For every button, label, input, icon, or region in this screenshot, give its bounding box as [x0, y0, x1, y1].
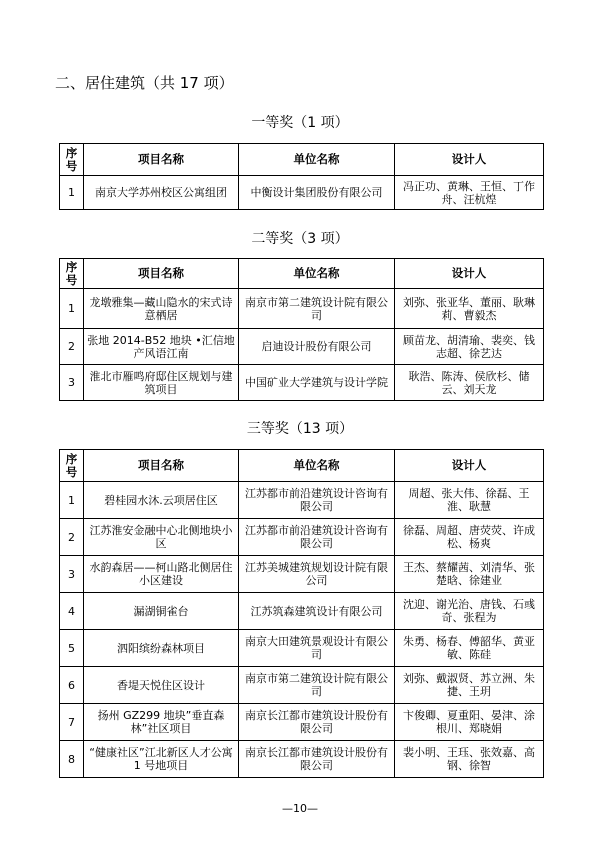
table-row — [60, 593, 544, 630]
table-row — [60, 482, 544, 519]
header-project: 项目名称 — [84, 259, 239, 289]
cell-unit: 南京大田建筑景观设计有限公司 — [239, 630, 395, 667]
second-prize-table — [59, 258, 544, 401]
header-no: 序号 — [60, 144, 84, 176]
header-designers: 设计人 — [395, 450, 544, 482]
cell-project: 香堤天悦住区设计 — [84, 667, 239, 704]
cell-no: 1 — [60, 482, 84, 519]
table-row — [60, 176, 544, 210]
cell-designers: 周超、张大伟、徐磊、王淮、耿慧 — [395, 482, 544, 519]
cell-unit: 江苏美城建筑规划设计院有限公司 — [239, 556, 395, 593]
cell-designers: 顾苗龙、胡清瑜、裴奕、钱志超、徐艺达 — [395, 329, 544, 365]
cell-designers: 耿浩、陈涛、侯欣杉、储云、刘天龙 — [395, 365, 544, 401]
cell-project: 碧桂园水沐.云项居住区 — [84, 482, 239, 519]
cell-no: 6 — [60, 667, 84, 704]
cell-unit: 南京长江都市建筑设计股份有限公司 — [239, 741, 395, 778]
cell-unit: 江苏都市前沿建筑设计咨询有限公司 — [239, 482, 395, 519]
third-prize-table — [59, 449, 544, 778]
cell-no: 8 — [60, 741, 84, 778]
header-project: 项目名称 — [84, 450, 239, 482]
header-unit: 单位名称 — [239, 144, 395, 176]
table-row — [60, 365, 544, 401]
cell-no: 1 — [60, 176, 84, 210]
cell-unit: 中国矿业大学建筑与设计学院 — [239, 365, 395, 401]
table-header-row — [60, 144, 544, 176]
cell-no: 3 — [60, 365, 84, 401]
section-title: 二、居住建筑（共 17 项） — [55, 74, 234, 92]
table-row — [60, 667, 544, 704]
cell-project: 淮北市雁鸣府邸住区规划与建筑项目 — [84, 365, 239, 401]
cell-unit: 启迪设计股份有限公司 — [239, 329, 395, 365]
header-designers: 设计人 — [395, 144, 544, 176]
table-header-row — [60, 450, 544, 482]
cell-project: 漏湖铜雀台 — [84, 593, 239, 630]
header-no: 序号 — [60, 259, 84, 289]
cell-no: 5 — [60, 630, 84, 667]
cell-project: 张地 2014-B52 地块 •汇信地产风语江南 — [84, 329, 239, 365]
cell-no: 4 — [60, 593, 84, 630]
cell-designers: 裴小明、王珏、张效嘉、高钢、徐智 — [395, 741, 544, 778]
table-row — [60, 741, 544, 778]
header-designers: 设计人 — [395, 259, 544, 289]
cell-unit: 南京市第二建筑设计院有限公司 — [239, 289, 395, 329]
table-row — [60, 289, 544, 329]
page-number: —10— — [282, 802, 318, 815]
cell-project: 泗阳缤纷森林项目 — [84, 630, 239, 667]
cell-designers: 王杰、蔡耀茜、刘清华、张楚晗、徐建业 — [395, 556, 544, 593]
first-prize-table — [59, 143, 544, 210]
cell-no: 7 — [60, 704, 84, 741]
cell-unit: 南京长江都市建筑设计股份有限公司 — [239, 704, 395, 741]
cell-unit: 南京市第二建筑设计院有限公司 — [239, 667, 395, 704]
cell-no: 2 — [60, 329, 84, 365]
group-title-second-prize: 二等奖（3 项） — [251, 231, 349, 247]
table-row — [60, 704, 544, 741]
cell-unit: 江苏都市前沿建筑设计咨询有限公司 — [239, 519, 395, 556]
cell-no: 1 — [60, 289, 84, 329]
table-row — [60, 556, 544, 593]
group-title-third-prize: 三等奖（13 项） — [246, 421, 354, 437]
cell-designers: 刘弥、张亚华、董丽、耿琳莉、曹毅杰 — [395, 289, 544, 329]
group-title-first-prize: 一等奖（1 项） — [251, 115, 349, 131]
table-row — [60, 630, 544, 667]
header-project: 项目名称 — [84, 144, 239, 176]
table-row — [60, 329, 544, 365]
cell-project: 水韵森居——柯山路北侧居住小区建设 — [84, 556, 239, 593]
cell-project: 扬州 GZ299 地块”垂直森林”社区项目 — [84, 704, 239, 741]
cell-project: 南京大学苏州校区公寓组团 — [84, 176, 239, 210]
cell-project: 龙墩雅集—藏山隐水的宋式诗意栖居 — [84, 289, 239, 329]
cell-unit: 江苏筑森建筑设计有限公司 — [239, 593, 395, 630]
cell-designers: 徐磊、周超、唐荧荧、许成松、杨爽 — [395, 519, 544, 556]
cell-project: “健康社区”江北新区人才公寓 1 号地项目 — [84, 741, 239, 778]
cell-designers: 冯正功、黄琳、王恒、丁作舟、汪杭煌 — [395, 176, 544, 210]
table-header-row — [60, 259, 544, 289]
header-no: 序号 — [60, 450, 84, 482]
cell-no: 2 — [60, 519, 84, 556]
table-row — [60, 519, 544, 556]
cell-designers: 卞俊卿、夏重阳、晏津、涂根川、郑晓娟 — [395, 704, 544, 741]
cell-no: 3 — [60, 556, 84, 593]
cell-project: 江苏淮安金融中心北侧地块小区 — [84, 519, 239, 556]
cell-designers: 刘弥、戴淑贤、苏立洲、朱捷、王玥 — [395, 667, 544, 704]
cell-unit: 中衡设计集团股份有限公司 — [239, 176, 395, 210]
cell-designers: 朱勇、杨春、傅韶华、黄亚敏、陈硅 — [395, 630, 544, 667]
header-unit: 单位名称 — [239, 450, 395, 482]
cell-designers: 沈迎、谢光治、唐钱、石彧奇、张程为 — [395, 593, 544, 630]
header-unit: 单位名称 — [239, 259, 395, 289]
